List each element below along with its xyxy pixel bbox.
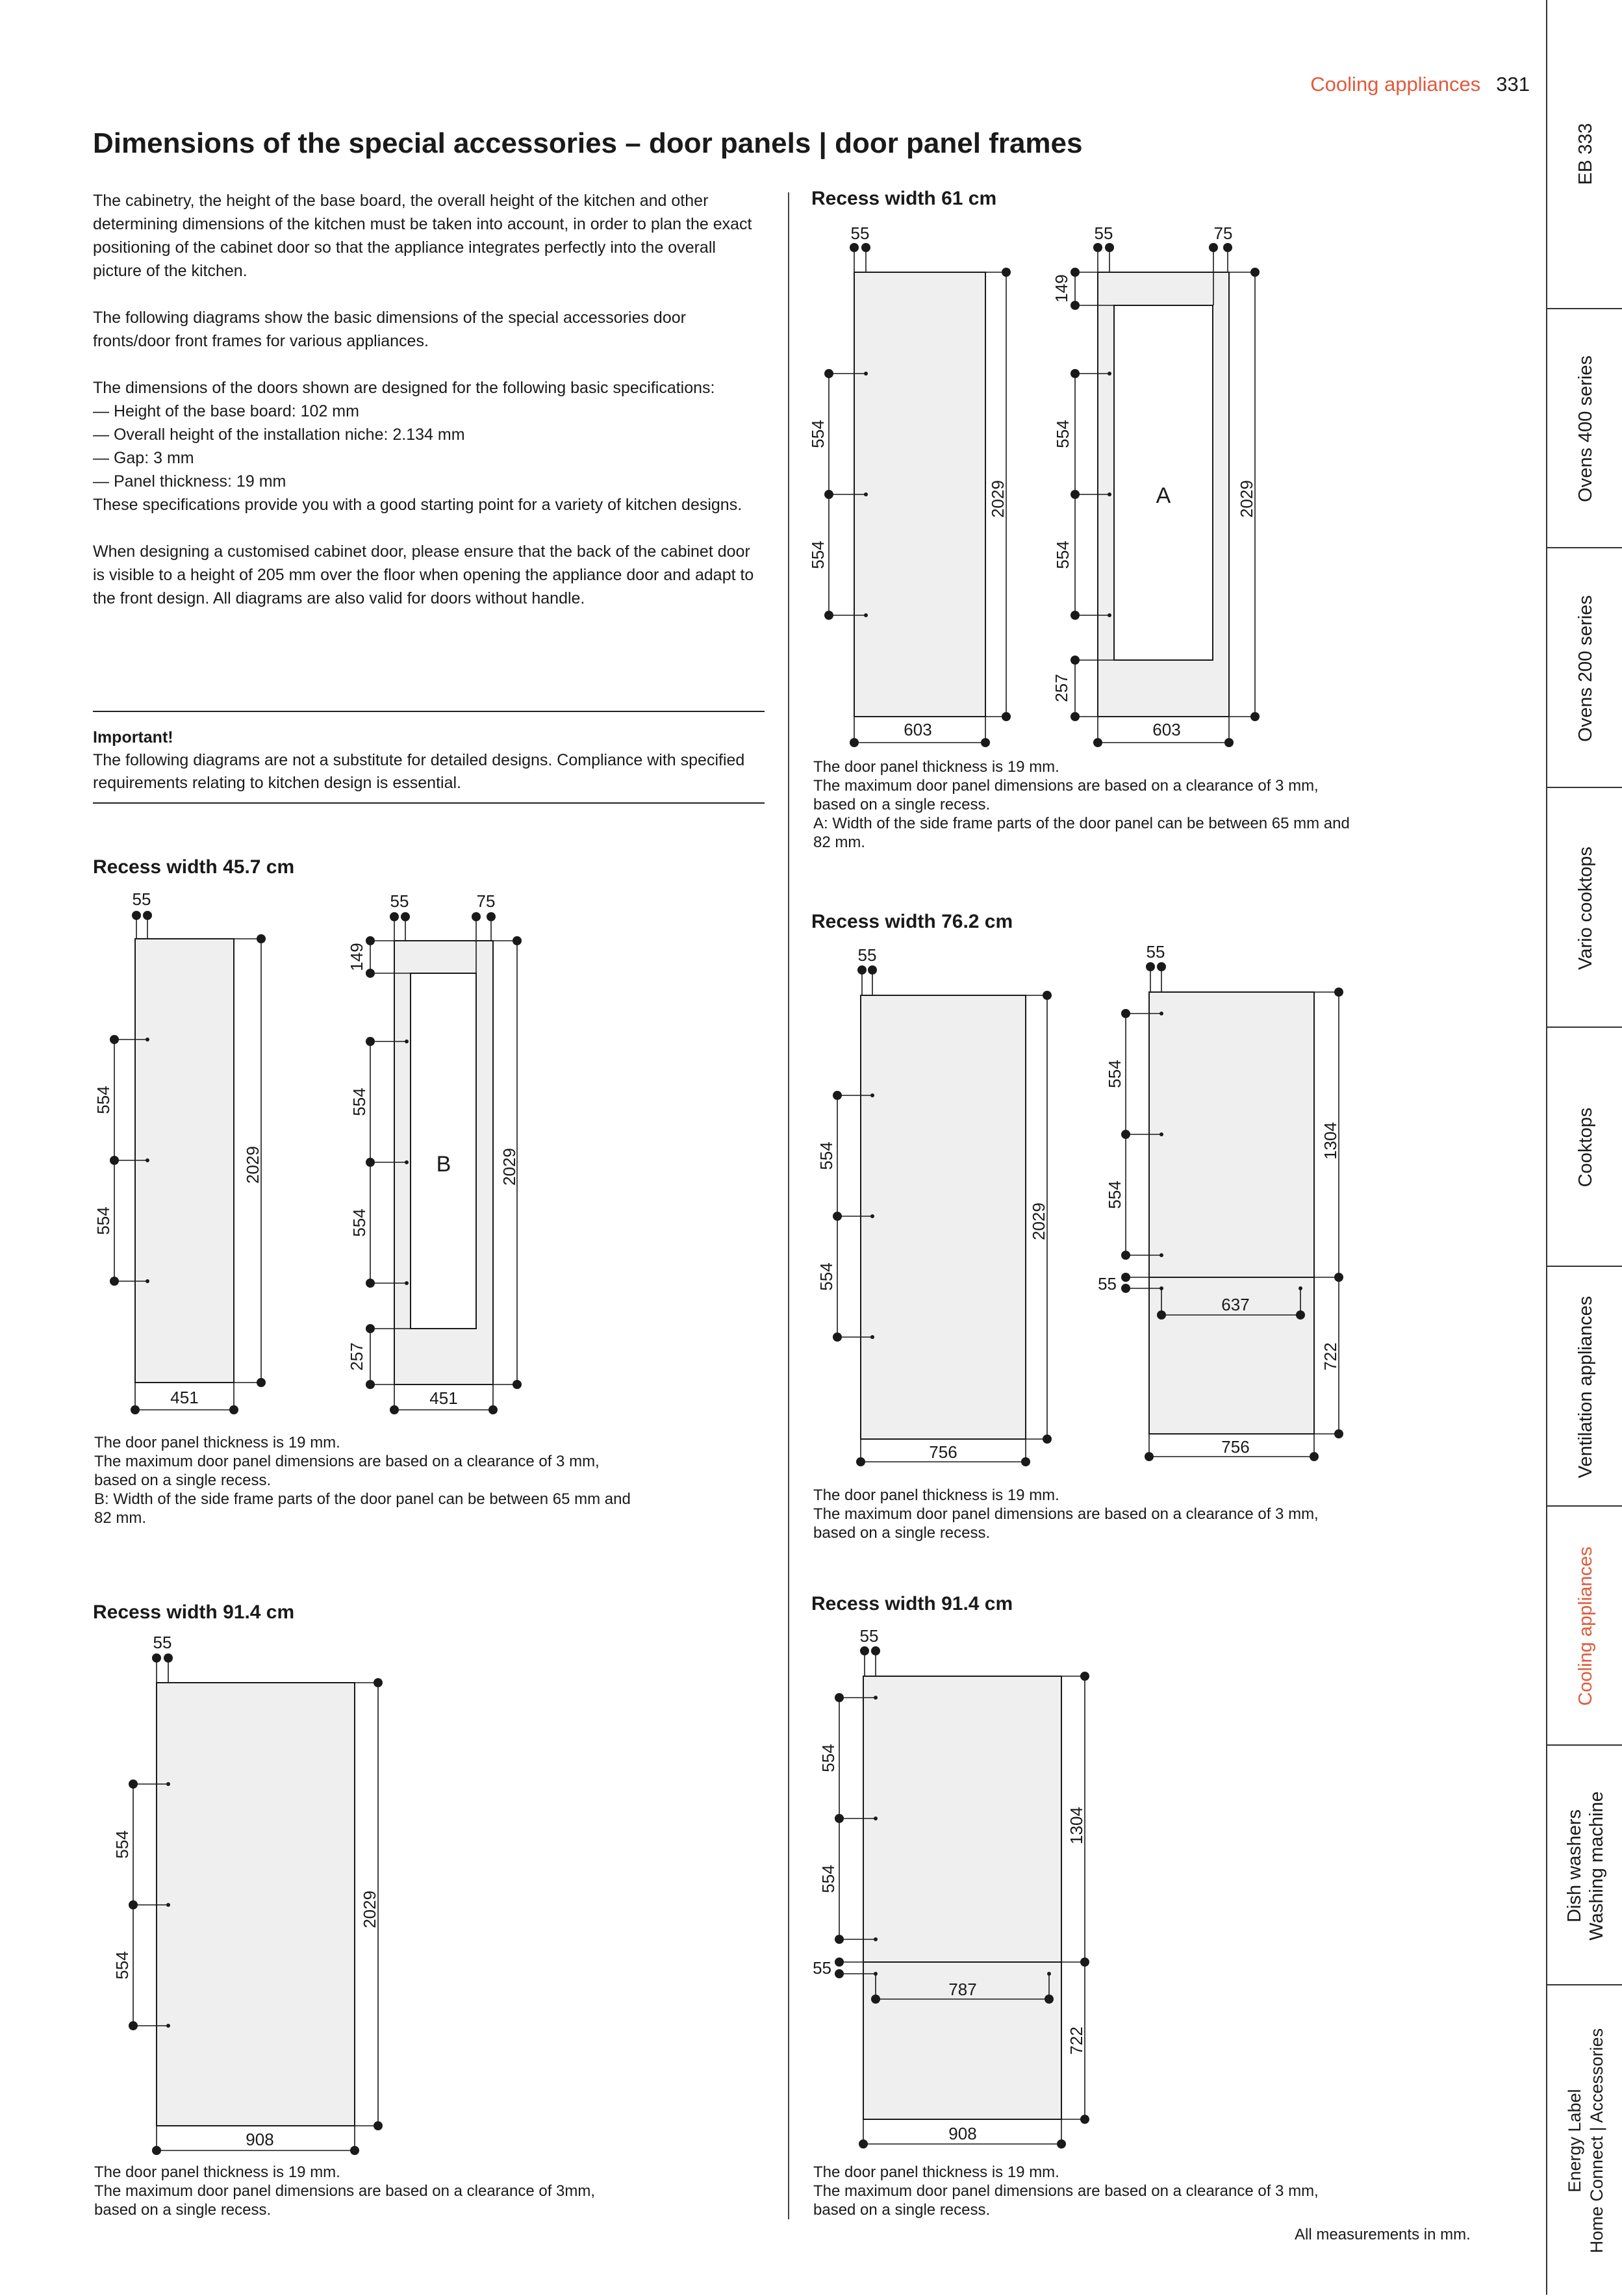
tab-label: Cooling appliances [1575,1546,1596,1706]
header-section: Cooling appliances [1310,73,1481,96]
dim-55: 55 [390,891,409,911]
dim-257: 257 [1052,674,1071,702]
tab-label-line: Dish washers [1564,1809,1585,1922]
tab-ovens-400[interactable] [1547,308,1622,548]
tab-label-line: Washing machine [1586,1791,1607,1941]
note-line: The door panel thickness is 19 mm. [813,2163,1059,2181]
dim-603: 603 [904,720,932,739]
dim-2029: 2029 [988,480,1007,518]
intro-paragraph: The following diagrams show the basic dimensions of the special accessories door fronts/door front frames for various appliances. [93,309,686,350]
dim-257: 257 [347,1342,366,1371]
tab-label: Vario cooktops [1575,846,1596,970]
dim-2029: 2029 [1237,480,1256,518]
dim-55: 55 [1098,1274,1117,1294]
dim-908: 908 [246,2130,274,2149]
spec-item: — Panel thickness: 19 mm [93,472,286,491]
spec-item: — Height of the base board: 102 mm [93,402,359,420]
dim-55: 55 [850,223,870,243]
dim-149: 149 [1052,274,1071,303]
dim-75: 75 [1213,223,1233,243]
dim-554: 554 [1105,1180,1124,1209]
note-line: B: Width of the side frame parts of the door panel can be between 65 mm and 82 mm. [94,1490,631,1527]
note-line: The maximum door panel dimensions are based on a clearance of 3 mm, based on a single recess. [813,2182,1319,2219]
dim-756: 756 [1221,1437,1250,1457]
dim-55: 55 [132,889,151,909]
chapter-sidebar [1546,0,1622,2295]
dim-55: 55 [1146,942,1165,962]
note-line: The maximum door panel dimensions are based on a clearance of 3 mm, based on a single recess. [94,1453,600,1489]
note-line: The door panel thickness is 19 mm. [813,758,1059,776]
dim-55: 55 [153,1633,172,1652]
dim-787: 787 [948,1980,977,1999]
tab-label-line: Home Connect | Accessories [1586,2028,1606,2254]
dim-1304: 1304 [1067,1807,1086,1844]
dim-554: 554 [1105,1060,1124,1088]
dim-554: 554 [94,1086,113,1114]
section-title-45-7: Recess width 45.7 cm [93,856,295,878]
dim-603: 603 [1152,720,1181,739]
tab-label [1564,1791,1608,1940]
dim-722: 722 [1321,1342,1340,1371]
important-text: The following diagrams are not a substitute for detailed designs. Compliance with specified requirements relating to kitchen design is essential. [93,751,745,792]
tab-label: Ovens 400 series [1575,355,1596,502]
dim-554: 554 [112,1830,132,1859]
dim-451: 451 [170,1388,199,1407]
frame-label-a: A [1156,483,1171,508]
note-line: The maximum door panel dimensions are based on a clearance of 3 mm, based on a single recess. [813,1505,1319,1542]
dim-908: 908 [948,2124,977,2143]
dim-554: 554 [349,1088,369,1116]
dim-554: 554 [808,541,828,569]
page-number: 331 [1496,73,1530,96]
tab-label [1564,2028,1608,2253]
section-title-91-4-left: Recess width 91.4 cm [93,1601,295,1623]
dim-451: 451 [429,1388,458,1408]
note-line: The door panel thickness is 19 mm. [813,1486,1059,1504]
dim-55: 55 [1094,223,1113,243]
split-door-panel [813,1626,1089,2149]
notes-91-4-right [813,2163,1463,2219]
tab-cooling-appliances[interactable] [1547,1505,1622,1746]
tab-dishwashers[interactable] [1547,1744,1622,1985]
spec-lead: The dimensions of the doors shown are designed for the following basic specifications: [93,379,715,397]
tab-ovens-200[interactable] [1547,547,1622,788]
dim-554: 554 [112,1951,132,1980]
dim-554: 554 [817,1142,836,1170]
note-line: The door panel thickness is 19 mm. [94,2163,340,2181]
intro-paragraph: The cabinetry, the height of the base board, the overall height of the kitchen and other determining dimensions of the kitchen must be taken into account, in order to plan the exact positioning of the cabinet door so that the appliance integrates perfectly into the overall picture of the kitchen. [93,192,752,280]
dim-554: 554 [94,1206,113,1235]
tab-label-line: Energy Label [1564,2089,1584,2193]
tab-label: Cooktops [1575,1107,1596,1188]
page-title: Dimensions of the special accessories – door panels | door panel frames [93,127,1083,159]
dim-55: 55 [857,945,877,965]
dim-554: 554 [349,1208,369,1237]
section-title-91-4-right: Recess width 91.4 cm [811,1593,1013,1614]
dim-756: 756 [929,1442,957,1462]
dim-55: 55 [813,1958,831,1978]
tab-vario-cooktops[interactable] [1547,787,1622,1028]
spec-item: — Overall height of the installation niche: 2.134 mm [93,426,465,444]
dim-2029: 2029 [1029,1203,1048,1240]
tab-cooktops[interactable] [1547,1027,1622,1267]
frame-label-b: B [436,1152,451,1177]
dim-1304: 1304 [1321,1122,1340,1160]
section-title-76-2: Recess width 76.2 cm [811,911,1013,932]
tab-label: Ventilation appliances [1575,1295,1596,1478]
tab-ventilation[interactable] [1547,1266,1622,1507]
dim-55: 55 [859,1626,879,1646]
note-line: A: Width of the side frame parts of the door panel can be between 65 mm and 82 mm. [813,815,1350,851]
dim-554: 554 [818,1744,838,1772]
tab-eb-333[interactable] [1547,0,1622,308]
dim-554: 554 [1053,541,1072,569]
dim-2029: 2029 [500,1148,519,1186]
dim-722: 722 [1067,2026,1086,2055]
note-line: The maximum door panel dimensions are based on a clearance of 3 mm, based on a single recess. [813,777,1319,813]
spec-item: — Gap: 3 mm [93,449,194,467]
dim-637: 637 [1221,1295,1250,1314]
dim-2029: 2029 [243,1146,262,1184]
dim-554: 554 [817,1262,836,1291]
intro-paragraph: When designing a customised cabinet door, please ensure that the back of the cabinet door is visible to a height of 205 mm over the floor when opening the appliance door and adapt to the front design. All diagrams are also valid for doors without handle. [93,542,754,607]
dim-149: 149 [347,943,366,971]
dim-75: 75 [476,891,496,911]
note-line: The maximum door panel dimensions are based on a clearance of 3mm, based on a single recess. [94,2182,596,2219]
tab-label: Ovens 200 series [1575,594,1596,742]
note-line: The door panel thickness is 19 mm. [94,1434,340,1451]
footer-note: All measurements in mm. [1295,2226,1471,2243]
dim-2029: 2029 [360,1891,379,1928]
dim-554: 554 [1053,420,1072,448]
dim-554: 554 [818,1865,838,1893]
tab-label: EB 333 [1575,123,1596,185]
spec-tail: These specifications provide you with a good starting point for a variety of kitchen designs. [93,496,742,514]
important-heading: Important! [93,728,173,746]
tab-energy-label[interactable] [1547,1984,1622,2296]
dim-554: 554 [808,420,828,448]
section-title-61: Recess width 61 cm [811,188,997,209]
